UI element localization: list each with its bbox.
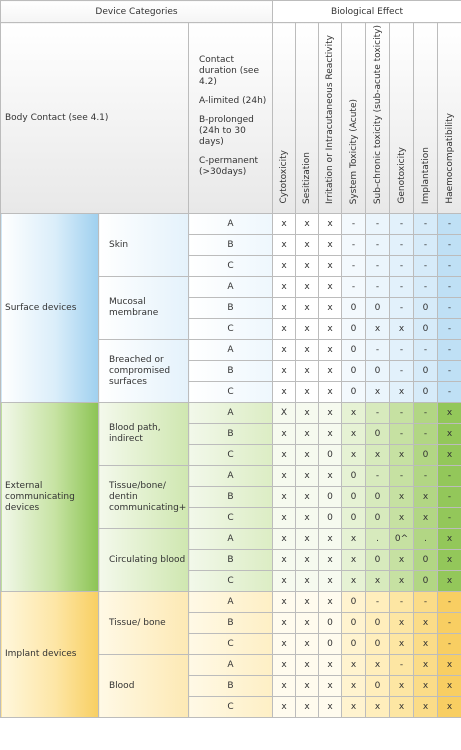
- effect-cell: x: [296, 361, 319, 382]
- contact-type-label: Blood path, indirect: [99, 403, 189, 466]
- effect-cell: x: [319, 592, 342, 613]
- effect-header: [390, 23, 414, 214]
- effect-cell: 0: [366, 487, 390, 508]
- device-group-label: Implant devices: [1, 592, 99, 718]
- effect-cell: x: [342, 445, 366, 466]
- effect-header-label: System Toxicity (Acute): [348, 98, 359, 204]
- effect-cell: -: [390, 655, 414, 676]
- effect-cell: x: [319, 382, 342, 403]
- effect-cell: 0: [414, 445, 438, 466]
- effect-cell: -: [366, 256, 390, 277]
- effect-cell: x: [319, 655, 342, 676]
- effect-cell: 0: [342, 487, 366, 508]
- effect-cell: 0: [319, 487, 342, 508]
- effect-header-label: Implantation: [420, 146, 431, 204]
- effect-cell: x: [296, 340, 319, 361]
- effect-header-label: Haemocompatibility: [444, 113, 455, 204]
- effect-cell: x: [366, 697, 390, 718]
- effect-cell: 0: [366, 613, 390, 634]
- effect-cell: -: [342, 256, 366, 277]
- effect-header: [296, 23, 319, 214]
- effect-cell: 0: [366, 550, 390, 571]
- effect-cell: -: [390, 592, 414, 613]
- effect-cell: x: [273, 466, 296, 487]
- effect-cell: x: [296, 634, 319, 655]
- effect-cell: x: [296, 424, 319, 445]
- duration-cell: C: [189, 445, 273, 466]
- effect-cell: x: [438, 403, 461, 424]
- effect-cell: -: [390, 235, 414, 256]
- effect-cell: x: [296, 529, 319, 550]
- effect-cell: -: [438, 235, 461, 256]
- effect-cell: x: [342, 424, 366, 445]
- effect-cell: x: [366, 382, 390, 403]
- effect-cell: -: [366, 403, 390, 424]
- effect-cell: -: [390, 256, 414, 277]
- effect-cell: x: [273, 235, 296, 256]
- effect-cell: x: [273, 655, 296, 676]
- effect-cell: x: [273, 634, 296, 655]
- duration-cell: A: [189, 592, 273, 613]
- effect-cell: x: [296, 277, 319, 298]
- effect-cell: 0: [342, 466, 366, 487]
- effect-cell: x: [390, 319, 414, 340]
- duration-cell: C: [189, 256, 273, 277]
- effect-cell: x: [273, 697, 296, 718]
- effect-cell: x: [390, 382, 414, 403]
- contact-type-label: Breached or compromised surfaces: [99, 340, 189, 403]
- effect-cell: x: [319, 466, 342, 487]
- effect-cell: x: [296, 235, 319, 256]
- effect-cell: x: [296, 655, 319, 676]
- effect-cell: -: [366, 592, 390, 613]
- effect-cell: x: [273, 319, 296, 340]
- table-row: [1, 592, 461, 613]
- effect-cell: x: [414, 655, 438, 676]
- effect-cell: x: [390, 445, 414, 466]
- effect-cell: x: [296, 676, 319, 697]
- effect-cell: x: [273, 382, 296, 403]
- effect-cell: -: [438, 298, 461, 319]
- effect-cell: -: [390, 424, 414, 445]
- effect-cell: x: [390, 676, 414, 697]
- effect-cell: 0: [319, 613, 342, 634]
- duration-cell: B: [189, 361, 273, 382]
- effect-cell: x: [296, 508, 319, 529]
- effect-cell: x: [390, 487, 414, 508]
- effect-cell: 0: [414, 550, 438, 571]
- effect-cell: 0: [342, 382, 366, 403]
- effect-cell: -: [414, 340, 438, 361]
- effect-cell: x: [414, 613, 438, 634]
- effect-cell: x: [319, 424, 342, 445]
- effect-header-label: Genotoxicity: [396, 147, 407, 204]
- device-group-label: External communicating devices: [1, 403, 99, 592]
- effect-cell: x: [296, 571, 319, 592]
- effect-cell: x: [414, 697, 438, 718]
- effect-cell: x: [319, 529, 342, 550]
- effect-cell: 0: [366, 361, 390, 382]
- effect-cell: -: [366, 340, 390, 361]
- effect-cell: x: [319, 676, 342, 697]
- effect-cell: x: [319, 256, 342, 277]
- effect-cell: -: [438, 592, 461, 613]
- effect-cell: x: [273, 361, 296, 382]
- effect-cell: x: [414, 676, 438, 697]
- effect-cell: x: [296, 487, 319, 508]
- effect-cell: -: [342, 235, 366, 256]
- contact-type-label: Tissue/ bone: [99, 592, 189, 655]
- effect-cell: x: [273, 277, 296, 298]
- duration-cell: B: [189, 487, 273, 508]
- effect-cell: x: [414, 634, 438, 655]
- effect-cell: -: [414, 403, 438, 424]
- effect-header: [414, 23, 438, 214]
- effect-cell: x: [438, 676, 461, 697]
- effect-cell: .: [414, 529, 438, 550]
- effect-cell: 0: [366, 424, 390, 445]
- duration-cell: C: [189, 571, 273, 592]
- effect-cell: x: [438, 571, 461, 592]
- duration-cell: B: [189, 424, 273, 445]
- effect-cell: -: [438, 382, 461, 403]
- effect-cell: x: [296, 613, 319, 634]
- effect-cell: -: [414, 466, 438, 487]
- table-row: [1, 403, 461, 424]
- device-categories-header: Device Categories: [1, 1, 273, 23]
- effect-cell: x: [390, 571, 414, 592]
- effect-cell: x: [342, 697, 366, 718]
- duration-cell: B: [189, 550, 273, 571]
- effect-cell: x: [296, 298, 319, 319]
- contact-type-label: Mucosal membrane: [99, 277, 189, 340]
- effect-cell: x: [319, 235, 342, 256]
- effect-cell: x: [319, 214, 342, 235]
- effect-cell: x: [342, 403, 366, 424]
- duration-cell: B: [189, 235, 273, 256]
- effect-cell: x: [366, 445, 390, 466]
- effect-cell: x: [296, 466, 319, 487]
- effect-cell: 0: [342, 613, 366, 634]
- effect-cell: 0: [319, 445, 342, 466]
- effect-cell: -: [366, 235, 390, 256]
- effect-cell: -: [438, 508, 461, 529]
- effect-cell: x: [273, 424, 296, 445]
- effect-header: [342, 23, 366, 214]
- effect-cell: x: [414, 487, 438, 508]
- effect-cell: x: [390, 613, 414, 634]
- duration-cell: A: [189, 340, 273, 361]
- effect-cell: x: [319, 277, 342, 298]
- effect-cell: -: [414, 256, 438, 277]
- effect-cell: 0: [342, 319, 366, 340]
- effect-cell: x: [273, 529, 296, 550]
- effect-cell: X: [273, 403, 296, 424]
- effect-cell: -: [414, 592, 438, 613]
- effect-cell: x: [273, 256, 296, 277]
- effect-cell: -: [390, 298, 414, 319]
- effect-cell: x: [342, 676, 366, 697]
- effect-cell: 0: [366, 508, 390, 529]
- effect-cell: x: [273, 445, 296, 466]
- effect-cell: 0: [319, 508, 342, 529]
- effect-cell: -: [414, 277, 438, 298]
- effect-cell: -: [438, 466, 461, 487]
- effect-cell: x: [342, 655, 366, 676]
- effect-header-label: Cytotoxicity: [279, 150, 289, 204]
- effect-cell: x: [273, 571, 296, 592]
- effect-cell: 0: [342, 634, 366, 655]
- effect-cell: x: [273, 298, 296, 319]
- duration-c-legend: C-permanent (>30days): [199, 156, 259, 177]
- effect-cell: 0: [414, 361, 438, 382]
- duration-cell: B: [189, 613, 273, 634]
- effect-cell: x: [319, 550, 342, 571]
- effect-cell: -: [390, 340, 414, 361]
- effect-cell: 0: [342, 361, 366, 382]
- effect-cell: 0: [366, 634, 390, 655]
- effect-header: [319, 23, 342, 214]
- effect-cell: -: [438, 214, 461, 235]
- contact-type-label: Blood: [99, 655, 189, 718]
- duration-cell: C: [189, 697, 273, 718]
- effect-cell: x: [414, 508, 438, 529]
- effect-cell: x: [342, 550, 366, 571]
- effect-cell: x: [273, 214, 296, 235]
- effect-cell: -: [390, 403, 414, 424]
- effect-cell: -: [438, 340, 461, 361]
- duration-cell: B: [189, 676, 273, 697]
- duration-cell: B: [189, 298, 273, 319]
- effect-cell: x: [296, 214, 319, 235]
- effect-cell: x: [319, 403, 342, 424]
- effect-cell: -: [390, 214, 414, 235]
- effect-cell: x: [273, 487, 296, 508]
- effect-cell: x: [296, 697, 319, 718]
- effect-cell: x: [390, 697, 414, 718]
- effect-cell: x: [273, 550, 296, 571]
- effect-cell: -: [342, 214, 366, 235]
- effect-cell: x: [319, 697, 342, 718]
- effect-cell: -: [438, 613, 461, 634]
- effect-cell: x: [438, 550, 461, 571]
- effect-cell: -: [438, 361, 461, 382]
- effect-cell: -: [390, 277, 414, 298]
- contact-duration-title: Contact duration (see 4.2): [199, 55, 260, 87]
- effect-cell: x: [342, 529, 366, 550]
- effect-cell: -: [390, 361, 414, 382]
- body-contact-header: Body Contact (see 4.1): [1, 23, 189, 214]
- effect-cell: x: [319, 319, 342, 340]
- contact-duration-header: [189, 23, 273, 214]
- contact-type-label: Tissue/bone/ dentin communicating+: [99, 466, 189, 529]
- effect-cell: x: [296, 319, 319, 340]
- effect-cell: -: [438, 487, 461, 508]
- effect-header: [273, 23, 296, 214]
- effect-cell: x: [438, 529, 461, 550]
- effect-cell: x: [438, 697, 461, 718]
- effect-cell: 0: [414, 298, 438, 319]
- effect-cell: -: [438, 277, 461, 298]
- effect-cell: x: [319, 340, 342, 361]
- effect-cell: 0: [342, 592, 366, 613]
- effect-cell: 0: [414, 571, 438, 592]
- effect-cell: x: [438, 655, 461, 676]
- effect-cell: -: [414, 235, 438, 256]
- effect-cell: x: [390, 550, 414, 571]
- duration-b-legend: B-prolonged (24h to 30 days): [199, 115, 254, 147]
- effect-cell: -: [366, 277, 390, 298]
- duration-a-legend: A-limited (24h): [199, 96, 267, 106]
- effect-cell: -: [438, 256, 461, 277]
- effect-cell: x: [342, 571, 366, 592]
- duration-cell: A: [189, 466, 273, 487]
- duration-cell: A: [189, 403, 273, 424]
- effect-cell: x: [296, 550, 319, 571]
- duration-cell: C: [189, 382, 273, 403]
- effect-cell: x: [296, 445, 319, 466]
- effect-cell: x: [296, 592, 319, 613]
- effect-cell: 0: [414, 319, 438, 340]
- effect-cell: x: [390, 634, 414, 655]
- effect-cell: -: [366, 214, 390, 235]
- effect-header-label: Sesitization: [302, 152, 312, 204]
- effect-cell: .: [366, 529, 390, 550]
- effect-cell: -: [414, 424, 438, 445]
- effect-cell: x: [296, 382, 319, 403]
- effect-cell: x: [296, 403, 319, 424]
- duration-cell: A: [189, 214, 273, 235]
- duration-cell: A: [189, 529, 273, 550]
- device-group-label: Surface devices: [1, 214, 99, 403]
- effect-cell: 0: [319, 634, 342, 655]
- effect-cell: x: [296, 256, 319, 277]
- effect-cell: x: [273, 613, 296, 634]
- effect-cell: -: [438, 319, 461, 340]
- effect-cell: -: [414, 214, 438, 235]
- duration-cell: C: [189, 319, 273, 340]
- biological-effect-header: Biological Effect: [273, 1, 461, 23]
- effect-cell: x: [273, 592, 296, 613]
- effect-cell: 0: [366, 676, 390, 697]
- effect-header-label: Irritation or Intracutaneous Reactivity: [325, 35, 335, 204]
- effect-cell: 0^: [390, 529, 414, 550]
- effect-cell: -: [366, 466, 390, 487]
- effect-cell: x: [319, 298, 342, 319]
- effect-cell: 0: [366, 298, 390, 319]
- duration-cell: C: [189, 508, 273, 529]
- effect-cell: x: [273, 676, 296, 697]
- effect-cell: x: [438, 424, 461, 445]
- effect-cell: x: [319, 361, 342, 382]
- duration-cell: A: [189, 277, 273, 298]
- effect-cell: 0: [342, 508, 366, 529]
- effect-cell: x: [366, 655, 390, 676]
- effect-cell: 0: [342, 298, 366, 319]
- effect-cell: -: [390, 466, 414, 487]
- effect-cell: 0: [342, 340, 366, 361]
- effect-cell: x: [273, 340, 296, 361]
- effect-cell: x: [438, 445, 461, 466]
- contact-type-label: Skin: [99, 214, 189, 277]
- effect-cell: x: [390, 508, 414, 529]
- duration-cell: C: [189, 634, 273, 655]
- effect-cell: -: [342, 277, 366, 298]
- effect-header: [366, 23, 390, 214]
- effect-cell: x: [319, 571, 342, 592]
- duration-cell: A: [189, 655, 273, 676]
- effect-header: [438, 23, 461, 214]
- effect-cell: -: [438, 634, 461, 655]
- effect-cell: x: [366, 319, 390, 340]
- effect-cell: 0: [414, 382, 438, 403]
- effect-cell: x: [273, 508, 296, 529]
- effect-header-label: Sub-chronic toxicity (sub-acute toxicity): [372, 24, 383, 204]
- effect-cell: x: [366, 571, 390, 592]
- contact-type-label: Circulating blood: [99, 529, 189, 592]
- table-row: [1, 214, 461, 235]
